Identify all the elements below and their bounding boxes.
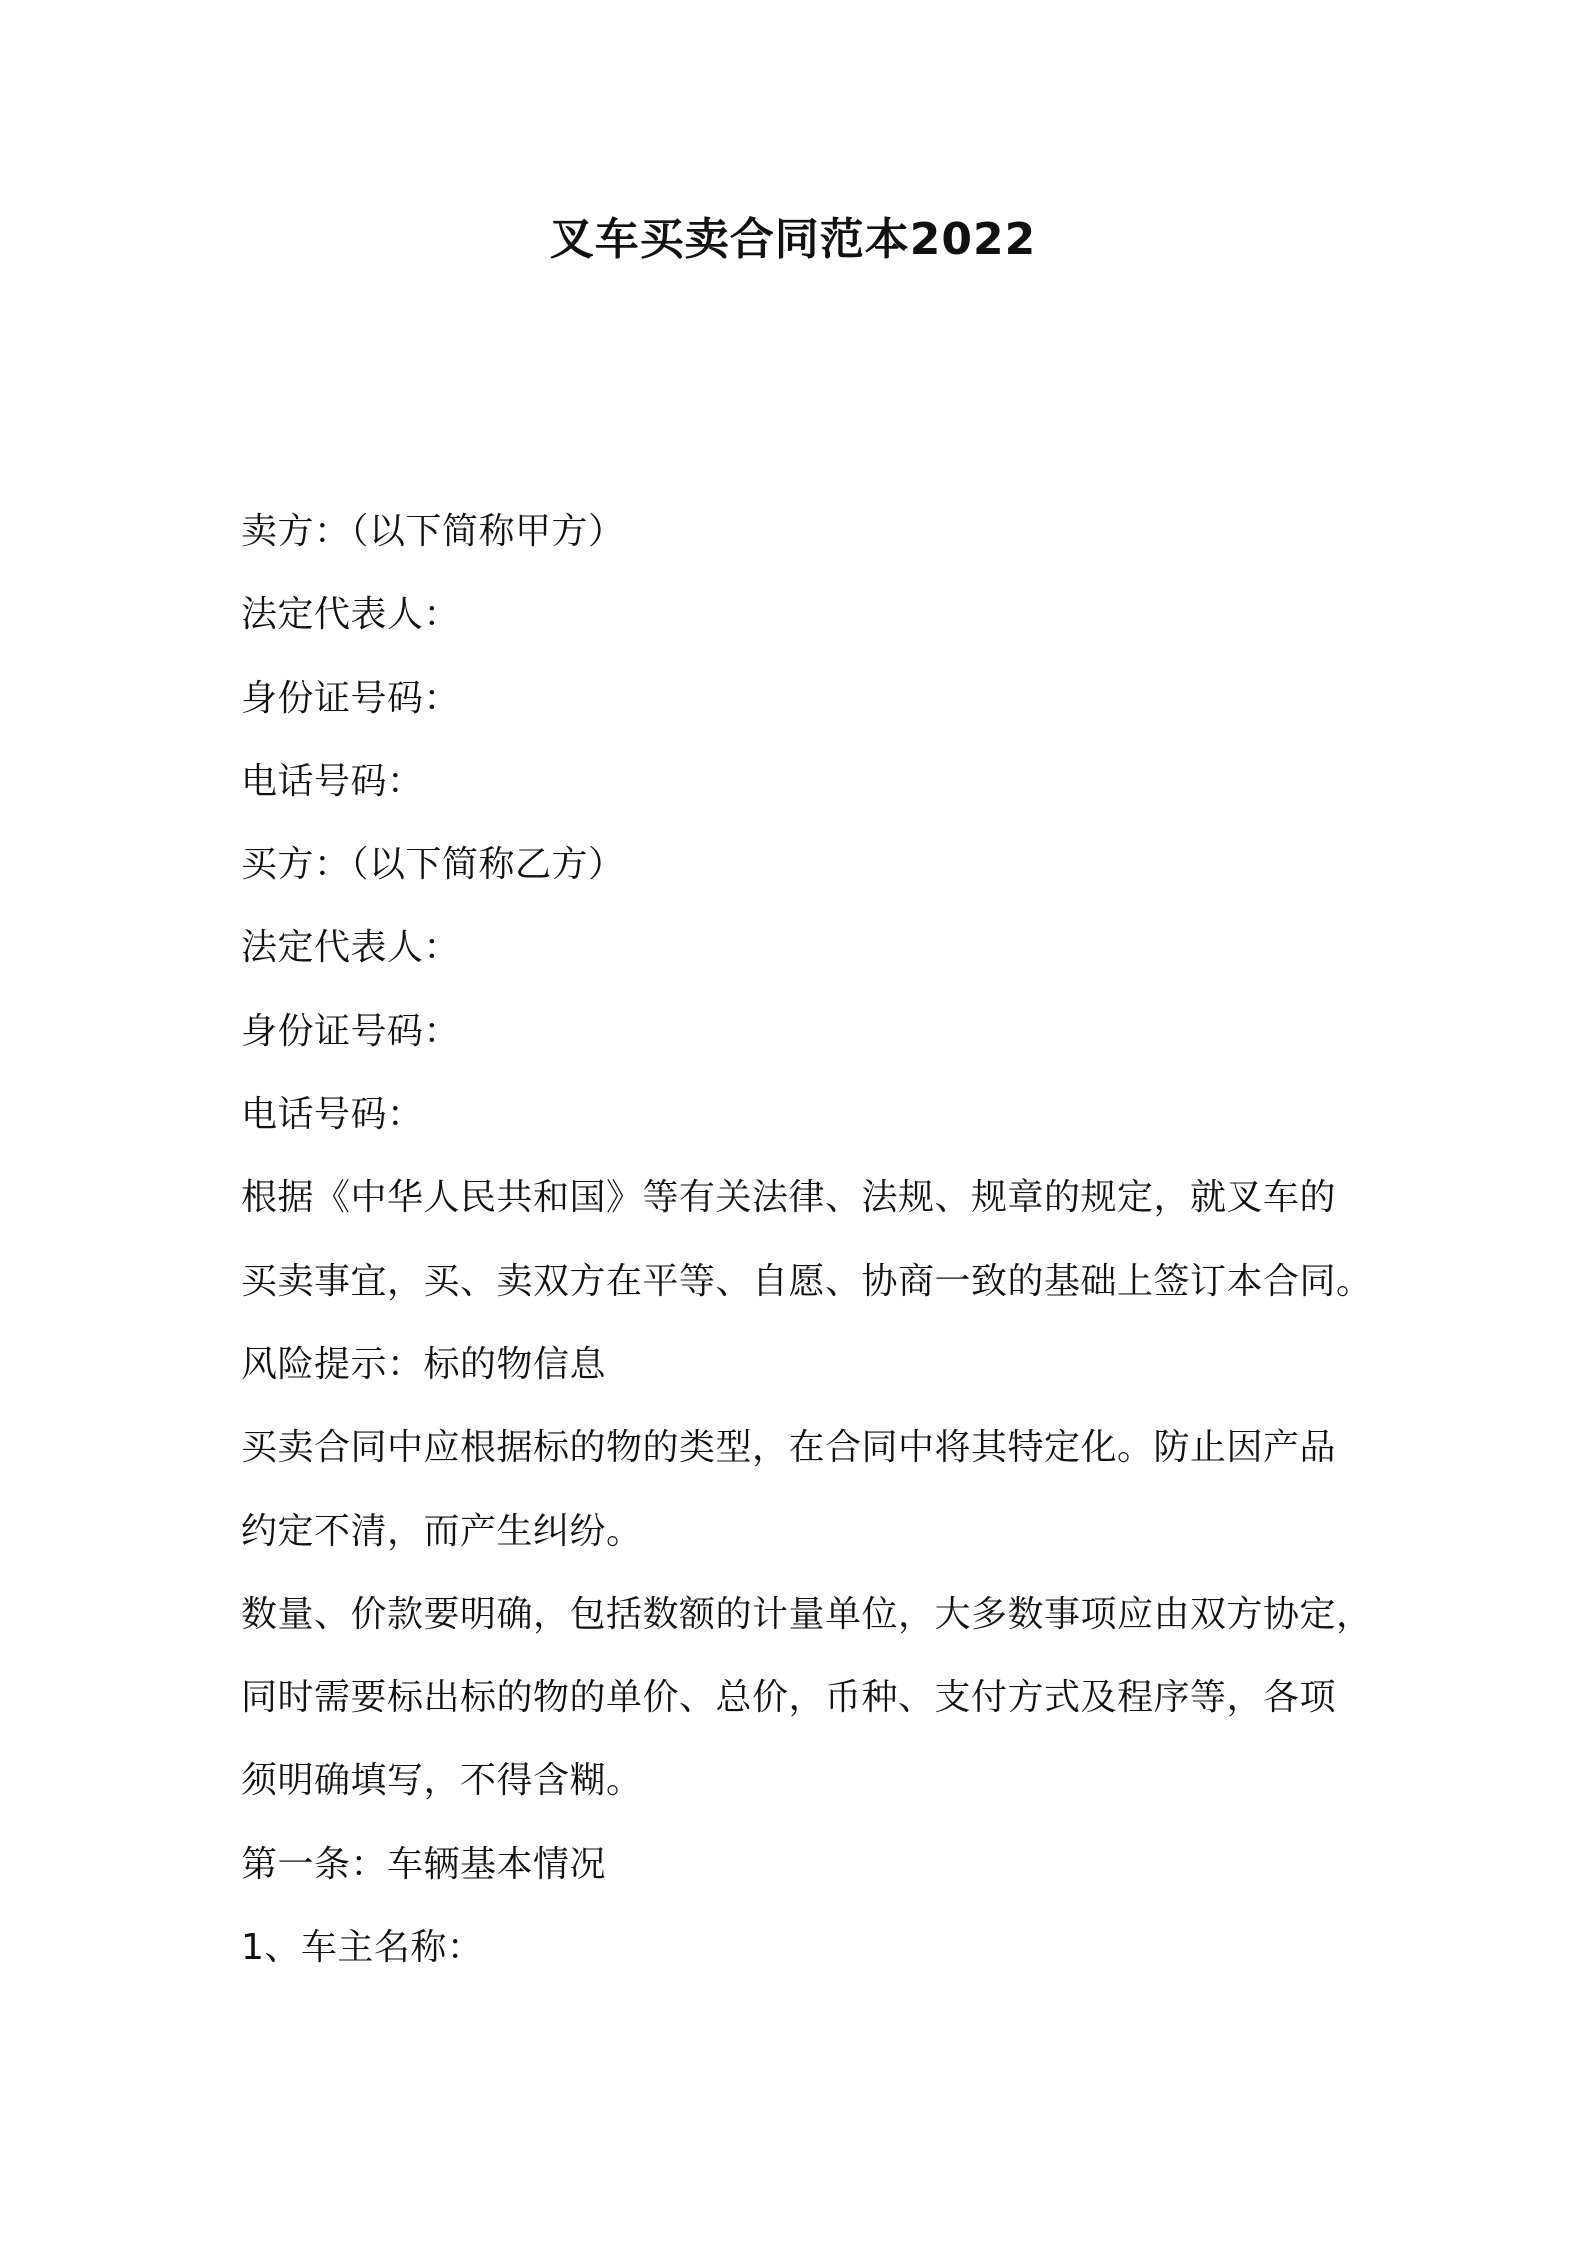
- quantity-price-line-1: 数量、价款要明确，包括数额的计量单位，大多数事项应由双方协定，: [241, 1593, 1373, 1635]
- seller-phone-line: 电话号码：: [241, 760, 424, 802]
- buyer-id-number-line: 身份证号码：: [241, 1010, 461, 1052]
- owner-name-line: 1、车主名称：: [241, 1927, 484, 1969]
- document-body: [241, 490, 1373, 1989]
- seller-id-number-line: 身份证号码：: [241, 677, 461, 719]
- preamble-line-2: 买卖事宜，买、卖双方在平等、自愿、协商一致的基础上签订本合同。: [241, 1260, 1373, 1302]
- buyer-phone-line: 电话号码：: [241, 1094, 424, 1136]
- risk-notice-heading: 风险提示：标的物信息: [241, 1343, 607, 1385]
- quantity-price-line-3: 须明确填写，不得含糊。: [241, 1760, 643, 1802]
- document-title: 叉车买卖合同范本2022: [549, 214, 1037, 265]
- risk-notice-line-2: 约定不清，而产生纠纷。: [241, 1510, 643, 1552]
- seller-line: 卖方：（以下简称甲方）: [241, 511, 625, 552]
- preamble-line-1: 根据《中华人民共和国》等有关法律、法规、规章的规定，就叉车的: [241, 1177, 1337, 1219]
- quantity-price-line-2: 同时需要标出标的物的单价、总价，币种、支付方式及程序等，各项: [241, 1677, 1337, 1719]
- risk-notice-line-1: 买卖合同中应根据标的物的类型，在合同中将其特定化。防止因产品: [241, 1427, 1337, 1469]
- buyer-legal-rep-line: 法定代表人：: [241, 927, 461, 969]
- seller-legal-rep-line: 法定代表人：: [241, 594, 461, 636]
- article-one-heading: 第一条：车辆基本情况: [241, 1843, 607, 1885]
- buyer-line: 买方：（以下简称乙方）: [241, 844, 625, 886]
